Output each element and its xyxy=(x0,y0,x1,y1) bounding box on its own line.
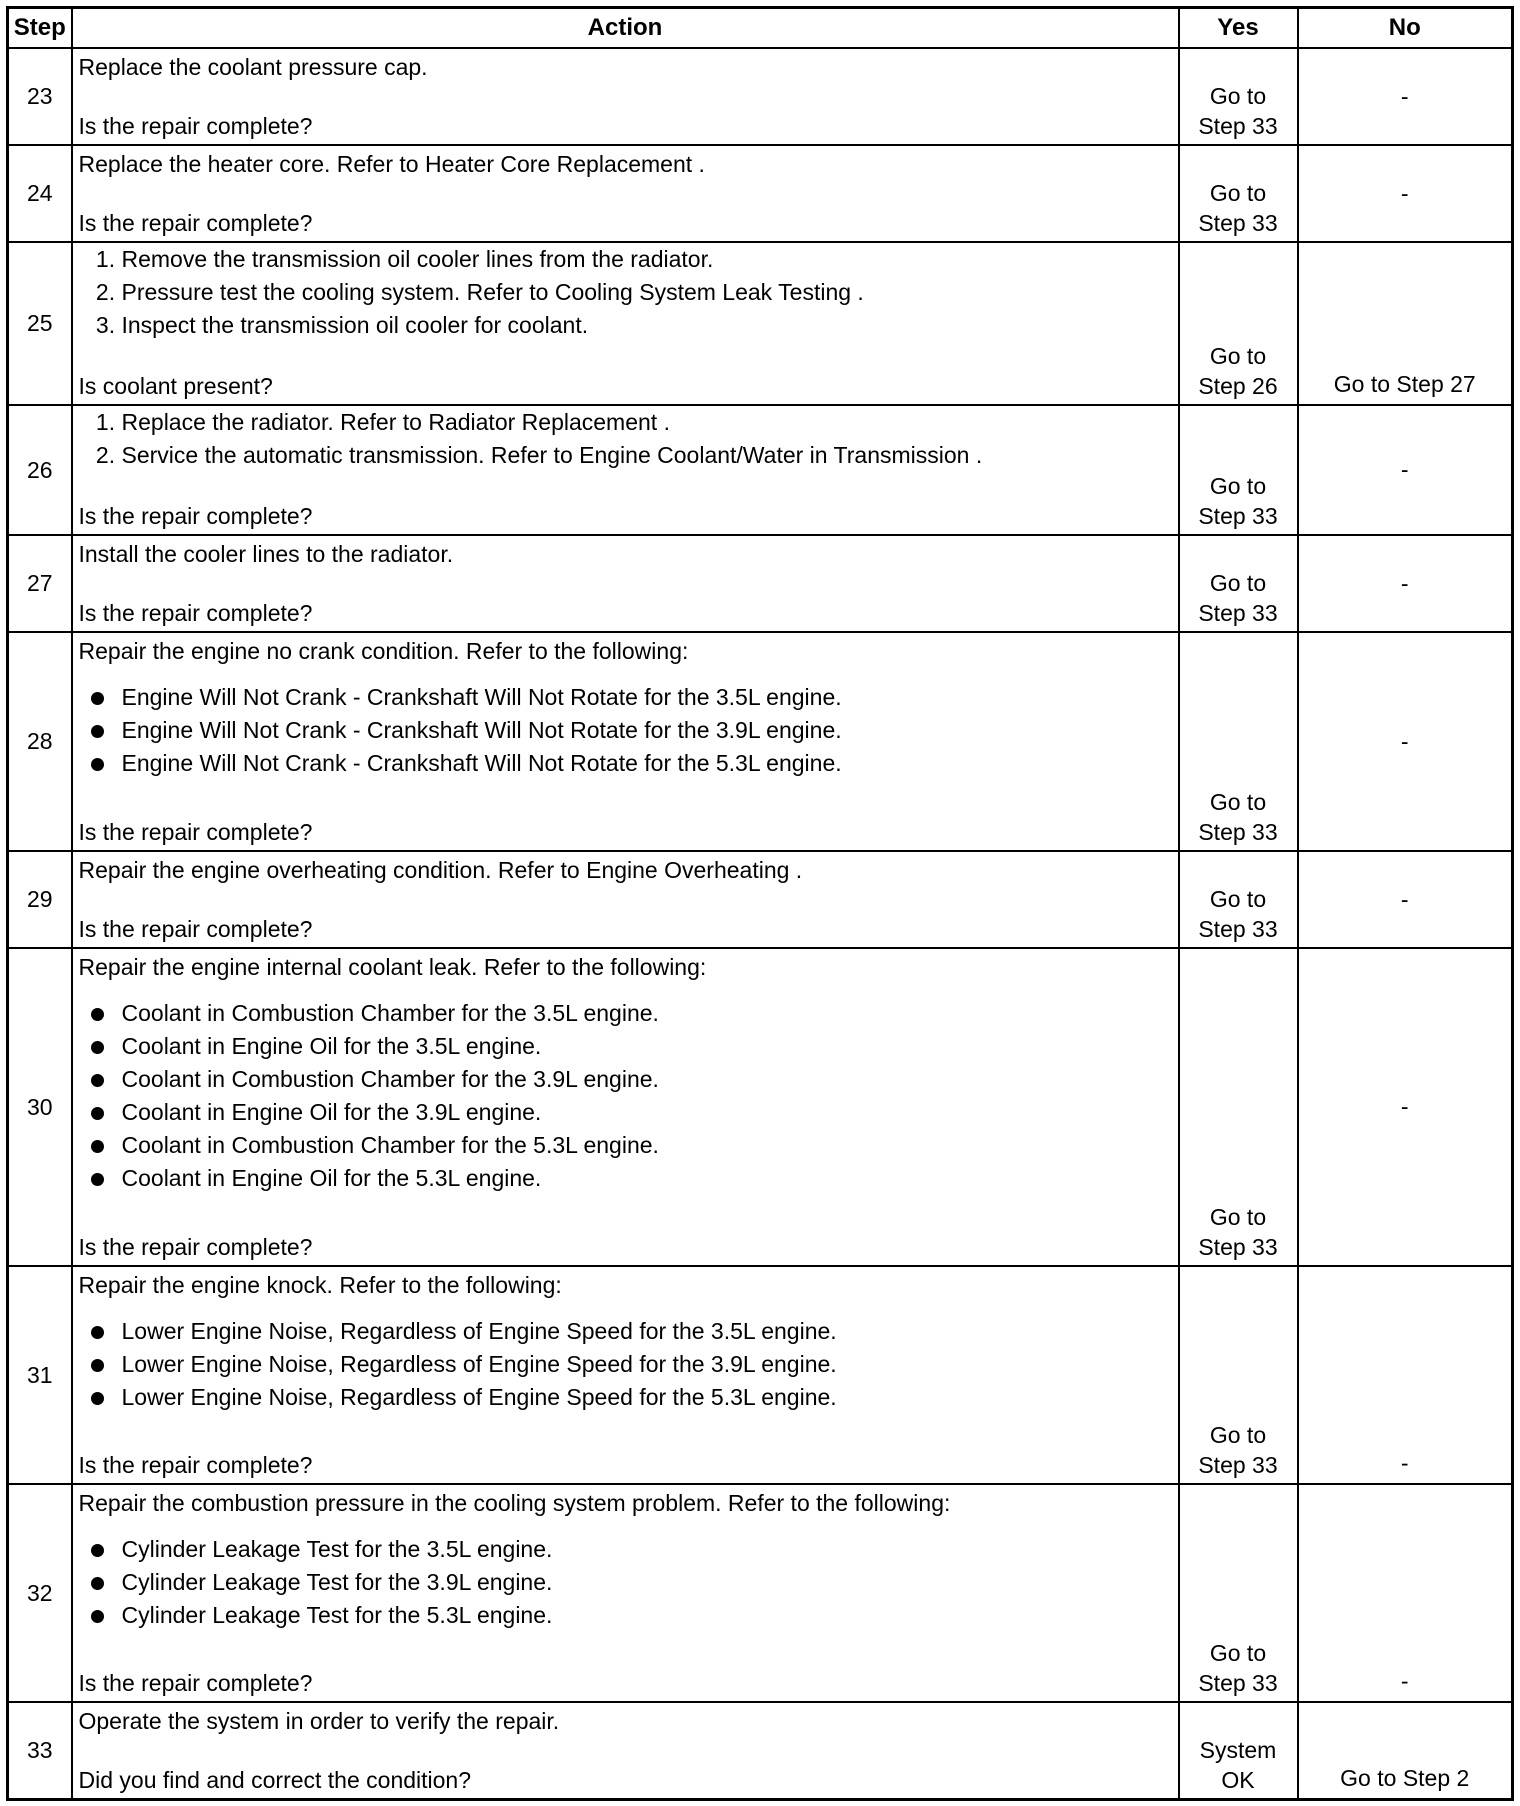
yes-cell xyxy=(1179,948,1298,1266)
action-question: Is the repair complete? xyxy=(78,916,313,943)
header-step: Step xyxy=(8,8,72,49)
step-number: 26 xyxy=(8,405,72,535)
list-item-text: Lower Engine Noise, Regardless of Engine Speed for the 3.5L engine. xyxy=(121,1318,837,1345)
yes-cell xyxy=(1179,1266,1298,1484)
list-item-text: Engine Will Not Crank - Crankshaft Will Not Rotate for the 3.5L engine. xyxy=(121,684,842,711)
bullet-icon xyxy=(91,1140,104,1153)
list-item-text: Engine Will Not Crank - Crankshaft Will Not Rotate for the 3.9L engine. xyxy=(121,717,842,744)
yes-result-line: Step 33 xyxy=(1198,503,1278,530)
step-number: 31 xyxy=(8,1266,72,1484)
list-item-text: Coolant in Combustion Chamber for the 5.3L engine. xyxy=(121,1132,659,1159)
step-row xyxy=(8,48,1513,145)
numbered-list xyxy=(73,406,1178,472)
list-item-text: Coolant in Engine Oil for the 3.9L engine. xyxy=(121,1099,542,1126)
action-question: Did you find and correct the condition? xyxy=(78,1767,472,1793)
action-cell xyxy=(72,242,1179,405)
header-action: Action xyxy=(72,8,1179,49)
action-instruction: Replace the heater core. Refer to Heater Core Replacement . xyxy=(78,151,705,178)
no-cell xyxy=(1298,1702,1513,1799)
action-instruction: Repair the engine overheating condition. Refer to Engine Overheating . xyxy=(78,857,803,884)
bullet-list xyxy=(73,681,1178,780)
step-row xyxy=(8,1702,1513,1799)
yes-result-line: Step 26 xyxy=(1198,373,1278,400)
bullet-icon xyxy=(91,725,104,738)
no-result: - xyxy=(1400,728,1409,755)
no-result: - xyxy=(1400,180,1409,207)
yes-result-line: Go to xyxy=(1209,789,1267,816)
bullet-icon xyxy=(91,1107,104,1120)
no-result: - xyxy=(1400,1668,1409,1695)
step-row xyxy=(8,145,1513,242)
yes-result-line: Go to xyxy=(1209,1640,1267,1667)
list-item-text: Cylinder Leakage Test for the 3.9L engine. xyxy=(121,1569,553,1596)
action-cell xyxy=(72,1266,1179,1484)
action-question: Is the repair complete? xyxy=(78,503,313,530)
bullet-list xyxy=(73,1533,1178,1632)
step-number: 23 xyxy=(8,48,72,145)
no-cell xyxy=(1298,145,1513,242)
yes-result-line: Step 33 xyxy=(1198,600,1278,627)
action-cell xyxy=(72,405,1179,535)
action-instruction: Repair the combustion pressure in the cooling system problem. Refer to the following: xyxy=(78,1490,951,1517)
bullet-icon xyxy=(91,1173,104,1186)
bullet-icon xyxy=(91,1074,104,1087)
yes-cell xyxy=(1179,405,1298,535)
bullet-icon xyxy=(91,1326,104,1339)
no-cell xyxy=(1298,535,1513,632)
bullet-icon xyxy=(91,1359,104,1372)
bullet-icon xyxy=(91,1008,104,1021)
action-question: Is the repair complete? xyxy=(78,1234,313,1261)
diagnostic-table xyxy=(6,6,1514,1801)
list-item-text: Lower Engine Noise, Regardless of Engine Speed for the 5.3L engine. xyxy=(121,1384,837,1411)
step-number: 29 xyxy=(8,851,72,948)
header-yes: Yes xyxy=(1179,8,1298,49)
action-cell xyxy=(72,48,1179,145)
action-question: Is the repair complete? xyxy=(78,210,313,237)
yes-result-line: System xyxy=(1199,1737,1277,1763)
action-cell xyxy=(72,1484,1179,1702)
action-cell xyxy=(72,851,1179,948)
bullet-icon xyxy=(91,1041,104,1054)
no-result: - xyxy=(1400,1450,1409,1477)
list-item-text: Lower Engine Noise, Regardless of Engine Speed for the 3.9L engine. xyxy=(121,1351,837,1378)
step-number: 30 xyxy=(8,948,72,1266)
yes-cell xyxy=(1179,1484,1298,1702)
step-number: 27 xyxy=(8,535,72,632)
step-number: 28 xyxy=(8,632,72,851)
list-item xyxy=(122,681,1178,714)
yes-result-line: Go to xyxy=(1209,886,1267,913)
yes-result-line: OK xyxy=(1221,1767,1255,1793)
yes-result-line: Go to xyxy=(1209,83,1267,110)
list-item xyxy=(122,1129,1178,1162)
no-result: - xyxy=(1400,456,1409,483)
no-result: - xyxy=(1400,886,1409,913)
list-item xyxy=(122,1381,1178,1414)
yes-result-line: Step 33 xyxy=(1198,916,1278,943)
action-instruction: Repair the engine no crank condition. Refer to the following: xyxy=(78,638,689,665)
list-item-text: Engine Will Not Crank - Crankshaft Will Not Rotate for the 5.3L engine. xyxy=(121,750,842,777)
list-item-text: Coolant in Combustion Chamber for the 3.5L engine. xyxy=(121,1000,659,1027)
no-result: - xyxy=(1400,83,1409,109)
bullet-icon xyxy=(91,1577,104,1590)
no-cell xyxy=(1298,242,1513,405)
list-item xyxy=(122,747,1178,780)
action-question: Is the repair complete? xyxy=(78,1452,313,1479)
action-question: Is the repair complete? xyxy=(78,113,313,140)
action-instruction: Repair the engine internal coolant leak. Refer to the following: xyxy=(78,954,707,981)
yes-cell xyxy=(1179,145,1298,242)
action-instruction: Operate the system in order to verify the repair. xyxy=(78,1708,560,1735)
no-cell xyxy=(1298,1484,1513,1702)
yes-result-line: Step 33 xyxy=(1198,819,1278,846)
list-item xyxy=(122,714,1178,747)
step-row xyxy=(8,1266,1513,1484)
no-cell xyxy=(1298,405,1513,535)
yes-cell xyxy=(1179,632,1298,851)
no-cell xyxy=(1298,632,1513,851)
list-item xyxy=(122,1096,1178,1129)
yes-result-line: Go to xyxy=(1209,473,1267,500)
list-item: 1. Remove the transmission oil cooler lines from the radiator. xyxy=(122,243,1178,276)
list-item xyxy=(122,1566,1178,1599)
list-item xyxy=(122,1348,1178,1381)
no-result: Go to Step 2 xyxy=(1340,1765,1470,1791)
action-cell xyxy=(72,632,1179,851)
action-instruction: Replace the coolant pressure cap. xyxy=(78,54,428,80)
yes-cell xyxy=(1179,1702,1298,1799)
bullet-list xyxy=(73,1315,1178,1414)
no-cell xyxy=(1298,1266,1513,1484)
yes-result-line: Go to xyxy=(1209,1422,1267,1449)
list-item xyxy=(122,1315,1178,1348)
yes-cell xyxy=(1179,48,1298,145)
list-item xyxy=(122,1162,1178,1195)
step-row xyxy=(8,1484,1513,1702)
bullet-icon xyxy=(91,1392,104,1405)
yes-result-line: Step 33 xyxy=(1198,1234,1278,1261)
list-item xyxy=(122,1533,1178,1566)
bullet-icon xyxy=(91,1544,104,1557)
step-row xyxy=(8,405,1513,535)
list-item: 3. Inspect the transmission oil cooler for coolant. xyxy=(122,309,1178,342)
header-row xyxy=(8,8,1513,49)
list-item-text: Coolant in Engine Oil for the 5.3L engine. xyxy=(121,1165,542,1192)
numbered-list xyxy=(73,243,1178,342)
list-item xyxy=(122,997,1178,1030)
yes-result-line: Go to xyxy=(1209,1204,1267,1231)
no-result: - xyxy=(1400,1093,1409,1120)
list-item xyxy=(122,1063,1178,1096)
step-row xyxy=(8,535,1513,632)
action-question: Is the repair complete? xyxy=(78,1670,313,1697)
yes-result-line: Go to xyxy=(1209,343,1267,370)
list-item-text: Coolant in Combustion Chamber for the 3.9L engine. xyxy=(121,1066,659,1093)
no-result: Go to Step 27 xyxy=(1333,371,1476,398)
step-row xyxy=(8,242,1513,405)
step-row xyxy=(8,851,1513,948)
yes-result-line: Step 33 xyxy=(1198,210,1278,237)
list-item-text: Coolant in Engine Oil for the 3.5L engine. xyxy=(121,1033,542,1060)
action-cell xyxy=(72,1702,1179,1799)
bullet-icon xyxy=(91,1610,104,1623)
action-question: Is the repair complete? xyxy=(78,600,313,627)
list-item-text: Cylinder Leakage Test for the 5.3L engine. xyxy=(121,1602,553,1629)
action-question: Is coolant present? xyxy=(78,373,273,400)
yes-result-line: Step 33 xyxy=(1198,1670,1278,1697)
action-instruction: Repair the engine knock. Refer to the following: xyxy=(78,1272,562,1299)
yes-result-line: Go to xyxy=(1209,180,1267,207)
list-item: 1. Replace the radiator. Refer to Radiator Replacement . xyxy=(122,406,1178,439)
yes-result-line: Step 33 xyxy=(1198,1452,1278,1479)
bullet-list xyxy=(73,997,1178,1195)
step-row xyxy=(8,948,1513,1266)
no-cell xyxy=(1298,948,1513,1266)
step-number: 32 xyxy=(8,1484,72,1702)
step-number: 33 xyxy=(8,1702,72,1799)
bullet-icon xyxy=(91,758,104,771)
yes-result-line: Step 33 xyxy=(1198,113,1278,140)
yes-cell xyxy=(1179,242,1298,405)
list-item: 2. Service the automatic transmission. Refer to Engine Coolant/Water in Transmission . xyxy=(122,439,1178,472)
action-cell xyxy=(72,535,1179,632)
action-cell xyxy=(72,145,1179,242)
list-item: 2. Pressure test the cooling system. Refer to Cooling System Leak Testing . xyxy=(122,276,1178,309)
step-number: 24 xyxy=(8,145,72,242)
action-instruction: Install the cooler lines to the radiator. xyxy=(78,541,454,568)
list-item xyxy=(122,1599,1178,1632)
yes-cell xyxy=(1179,851,1298,948)
step-row xyxy=(8,632,1513,851)
no-cell xyxy=(1298,48,1513,145)
no-result: - xyxy=(1400,570,1409,597)
action-cell xyxy=(72,948,1179,1266)
header-no: No xyxy=(1298,8,1513,49)
list-item-text: Cylinder Leakage Test for the 3.5L engine. xyxy=(121,1536,553,1563)
list-item xyxy=(122,1030,1178,1063)
action-question: Is the repair complete? xyxy=(78,819,313,846)
yes-cell xyxy=(1179,535,1298,632)
bullet-icon xyxy=(91,692,104,705)
step-number: 25 xyxy=(8,242,72,405)
yes-result-line: Go to xyxy=(1209,570,1267,597)
no-cell xyxy=(1298,851,1513,948)
